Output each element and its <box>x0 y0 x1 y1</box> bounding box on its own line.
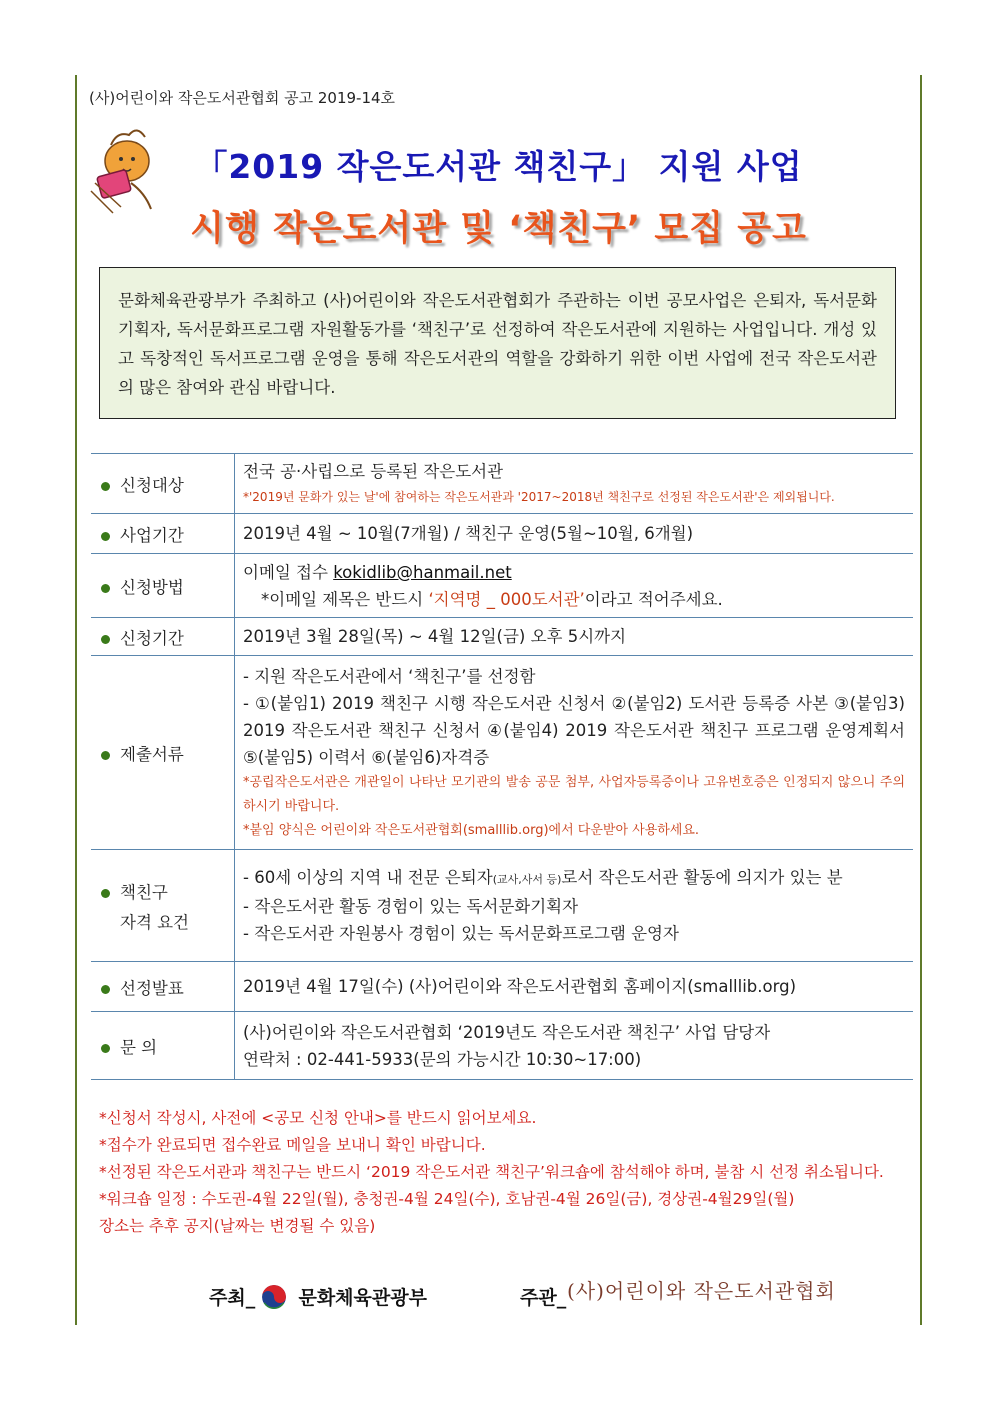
row-label: 신청대상 <box>91 454 235 514</box>
target-note: *'2019년 문화가 있는 날'에 참여하는 작은도서관과 '2017~2018년 책친구로 선정된 작은도서관'은 제외됩니다. <box>243 490 835 504</box>
bullet-icon <box>101 532 110 541</box>
notice-page <box>75 75 922 1325</box>
email-link[interactable]: kokidlib@hanmail.net <box>333 562 512 582</box>
note-item: 장소는 추후 공지(날짜는 변경될 수 있음) <box>99 1217 376 1235</box>
row-documents: 제출서류 - 지원 작은도서관에서 ‘책친구’를 선정함 - ①(붙임1) 2019 책친구 시행 작은도서관 신청서 ②(붙임2) 도서관 등록증 사본 ③(붙임3) 2019 작은도서관 책친구 신청서 ④(붙임4) 2019 작은도서관 책친구 프로그램 운영계획서 ⑤(붙임5) 이력서 ⑥(붙임6)자격증 *공립작은도서관은 개관일이 나타난 모기관의 발송 공문 첨부, 사업자등록증이나 고유번호증은 인정되지 않으니 주의하시기 바랍니다. *붙임 양식은 어린이와 작은도서관협회(smalllib.org)에서 다운받아 사용하세요. <box>91 656 913 850</box>
row-contact: 문 의 (사)어린이와 작은도서관협회 ‘2019년도 작은도서관 책친구’ 사업 담당자 연락처 : 02-441-5933(문의 가능시간 10:30~17:00) <box>91 1012 913 1080</box>
note-item: *선정된 작은도서관과 책친구는 반드시 ‘2019 작은도서관 책친구’워크숍에 참석해야 하며, 불참 시 선정 취소됩니다. <box>99 1163 884 1181</box>
row-target <box>91 454 913 514</box>
intro-box: 문화체육관광부가 주최하고 (사)어린이와 작은도서관협회가 주관하는 이번 공모사업은 은퇴자, 독서문화기획자, 독서문화프로그램 자원활동가를 ‘책친구’로 선정하여 작은도서관에 지원하는 사업입니다. 개성 있고 독창적인 독서프로그램 운영을 통해 작은도서관의 역할을 강화하기 위한 이번 사업에 전국 작은도서관의 많은 참여와 관심 바랍니다. <box>99 267 896 419</box>
note-item: *신청서 작성시, 사전에 <공모 신청 안내>를 반드시 읽어보세요. <box>99 1109 537 1127</box>
notice-number: (사)어린이와 작은도서관협회 공고 2019-14호 <box>89 89 396 107</box>
organizer-logo-text: (사)어린이와 작은도서관협회 <box>567 1279 836 1303</box>
documents-note-1: *공립작은도서관은 개관일이 나타난 모기관의 발송 공문 첨부, 사업자등록증이나 고유번호증은 인정되지 않으니 주의하시기 바랍니다. <box>243 774 905 814</box>
bullet-icon <box>101 482 110 491</box>
documents-note-2: *붙임 양식은 어린이와 작은도서관협회(smalllib.org)에서 다운받아 사용하세요. <box>243 822 700 838</box>
row-method: 신청방법 이메일 접수 kokidlib@hanmail.net *이메일 제목은 반드시 ‘지역명 _ 000도서관’이라고 적어주세요. <box>91 554 913 618</box>
note-item: *접수가 완료되면 접수완료 메일을 보내니 확인 바랍니다. <box>99 1136 486 1154</box>
notes-block <box>99 1105 889 1240</box>
bullet-icon <box>101 889 110 898</box>
bullet-icon <box>101 584 110 593</box>
bullet-icon <box>101 635 110 644</box>
info-table <box>91 453 913 1080</box>
row-apply-period: 신청기간 2019년 3월 28일(목) ~ 4월 12일(금) 오후 5시까지 <box>91 618 913 656</box>
bullet-icon <box>101 751 110 760</box>
organizer-credit: 주관_ <box>520 1287 567 1309</box>
row-qualification: 책친구 자격 요건 - 60세 이상의 지역 내 전문 은퇴자(교사,사서 등)로서 작은도서관 활동에 의지가 있는 분 - 작은도서관 활동 경험이 있는 독서문화기획자 - 작은도서관 자원봉사 경험이 있는 독서문화프로그램 운영자 <box>91 850 913 962</box>
row-announce: 선정발표 2019년 4월 17일(수) (사)어린이와 작은도서관협회 홈페이지(smalllib.org) <box>91 962 913 1012</box>
row-period: 사업기간 2019년 4월 ~ 10월(7개월) / 책친구 운영(5월~10월, 6개월) <box>91 514 913 554</box>
government-emblem-icon <box>262 1285 286 1309</box>
host-credit: 주최_ 문화체육관광부 <box>209 1287 427 1309</box>
bullet-icon <box>101 1044 110 1053</box>
row-value: 전국 공·사립으로 등록된 작은도서관 *'2019년 문화가 있는 날'에 참여하는 작은도서관과 '2017~2018년 책친구로 선정된 작은도서관'은 제외됩니다. <box>235 454 914 514</box>
host-name: 문화체육관광부 <box>298 1287 427 1309</box>
bullet-icon <box>101 985 110 994</box>
title-line-1: 「2019 작은도서관 책친구」 지원 사업 <box>194 147 803 186</box>
title-line-2: 시행 작은도서관 및 ‘책친구’ 모집 공고 <box>190 209 807 249</box>
note-item: *워크숍 일정 : 수도권-4월 22일(월), 충청권-4월 24일(수), 호남권-4월 26일(금), 경상권-4월29일(월) <box>99 1190 795 1208</box>
